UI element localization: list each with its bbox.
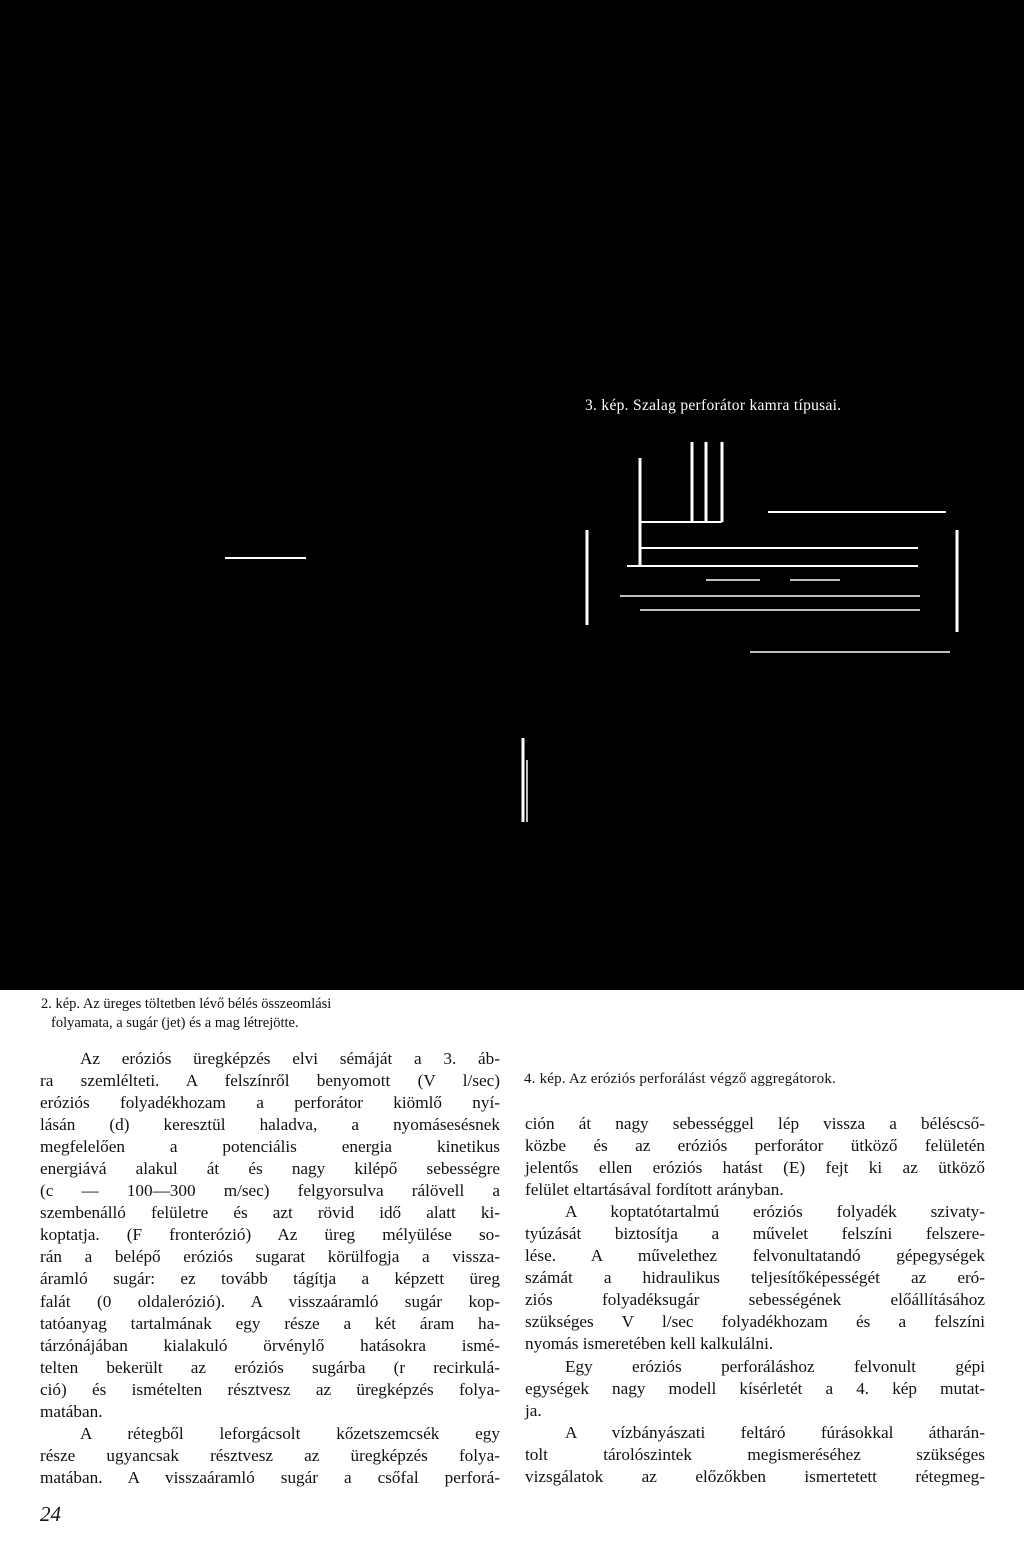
text-line: rán a belépő eróziós sugarat körülfogja a vissza- xyxy=(40,1247,500,1267)
text-line: ziós folyadéksugár sebességének előállításához xyxy=(525,1290,985,1310)
text-line: Egy eróziós perforáláshoz felvonult gépi xyxy=(565,1356,985,1376)
text-line: áramló sugár: ez tovább tágítja a képzett üreg xyxy=(40,1269,500,1289)
text-line: része ugyancsak résztvesz az üregképzés folya- xyxy=(40,1445,500,1465)
text-line: jelentős ellen eróziós hatást (E) fejt ki az ütköző xyxy=(525,1158,985,1178)
text-line: tatóanyag tartalmának egy része a két áram ha- xyxy=(40,1313,500,1333)
text-line: energiává alakul át és nagy kilépő sebességre xyxy=(40,1159,500,1179)
figure2-caption xyxy=(41,995,511,1033)
text-line: felület eltartásával fordított arányban. xyxy=(525,1180,784,1200)
text-line: nyomás ismeretében kell kalkulálni. xyxy=(525,1334,774,1354)
text-line: A rétegből leforgácsolt kőzetszemcsék egy xyxy=(80,1423,500,1443)
text-column-right xyxy=(525,1113,985,1488)
text-line: Az eróziós üregképzés elvi sémáját a 3. áb- xyxy=(80,1049,500,1068)
text-line: tyúzását biztosítja a művelet felszíni felszere- xyxy=(525,1224,985,1244)
figure3-caption: 3. kép. Szalag perforátor kamra típusai. xyxy=(585,397,842,414)
text-line: ción át nagy sebességgel lép vissza a béléscső- xyxy=(525,1114,985,1133)
text-line: közbe és az eróziós perforátor ütköző felületén xyxy=(525,1136,985,1156)
text-column-left xyxy=(40,1048,500,1489)
page-number: 24 xyxy=(40,1502,61,1526)
text-line: lásán (d) keresztül haladva, a nyomásesésnek xyxy=(40,1115,500,1135)
text-line: egységek nagy modell kísérletét a 4. kép mutat- xyxy=(525,1378,985,1398)
text-line: tolt tárolószintek megismeréséhez szükséges xyxy=(525,1444,985,1464)
text-line: eróziós folyadékhozam a perforátor kiömlő nyí- xyxy=(40,1093,500,1113)
text-line: ja. xyxy=(525,1400,542,1420)
text-line: ra szemlélteti. A felszínről benyomott (V l/sec) xyxy=(40,1071,500,1091)
text-line: ció) és ismételten résztvesz az üregképzés folya- xyxy=(40,1379,500,1399)
figure2-caption-line2: folyamata, a sugár (jet) és a mag létrejötte. xyxy=(51,1015,299,1031)
figure2-caption-line1: 2. kép. Az üreges töltetben lévő bélés összeomlási xyxy=(41,996,332,1012)
text-line: koptatja. (F fronterózió) Az üreg mélyülése so- xyxy=(40,1225,500,1245)
text-line: A koptatótartalmú eróziós folyadék szivaty- xyxy=(565,1202,985,1222)
text-line: szükséges V l/sec folyadékhozam és a felszíni xyxy=(525,1312,985,1332)
text-line: (c — 100—300 m/sec) felgyorsulva rálövell a xyxy=(40,1181,500,1201)
text-line: megfelelően a potenciális energia kinetikus xyxy=(40,1137,500,1157)
text-line: matában. xyxy=(40,1401,103,1421)
text-line: tárzónájában kialakuló örvénylő hatásokra ismé- xyxy=(40,1335,500,1355)
text-line: telten bekerült az eróziós sugárba (r recirkulá- xyxy=(40,1357,500,1377)
text-line: matában. A visszaáramló sugár a csőfal perforá- xyxy=(40,1467,500,1487)
text-line: vizsgálatok az előzőkben ismertetett rétegmeg- xyxy=(525,1466,985,1486)
text-line: számát a hidraulikus teljesítőképességét az eró- xyxy=(525,1268,985,1288)
figure4-caption: 4. kép. Az eróziós perforálást végző aggregátorok. xyxy=(524,1071,836,1087)
text-line: A vízbányászati feltáró fúrásokkal átharán- xyxy=(565,1422,985,1442)
text-line: szembenálló felületre és azt rövid idő alatt ki- xyxy=(40,1203,500,1223)
text-line: falát (0 oldalerózió). A visszaáramló sugár kop- xyxy=(40,1291,500,1311)
text-line: lése. A művelethez felvonultatandó gépegységek xyxy=(525,1246,985,1266)
